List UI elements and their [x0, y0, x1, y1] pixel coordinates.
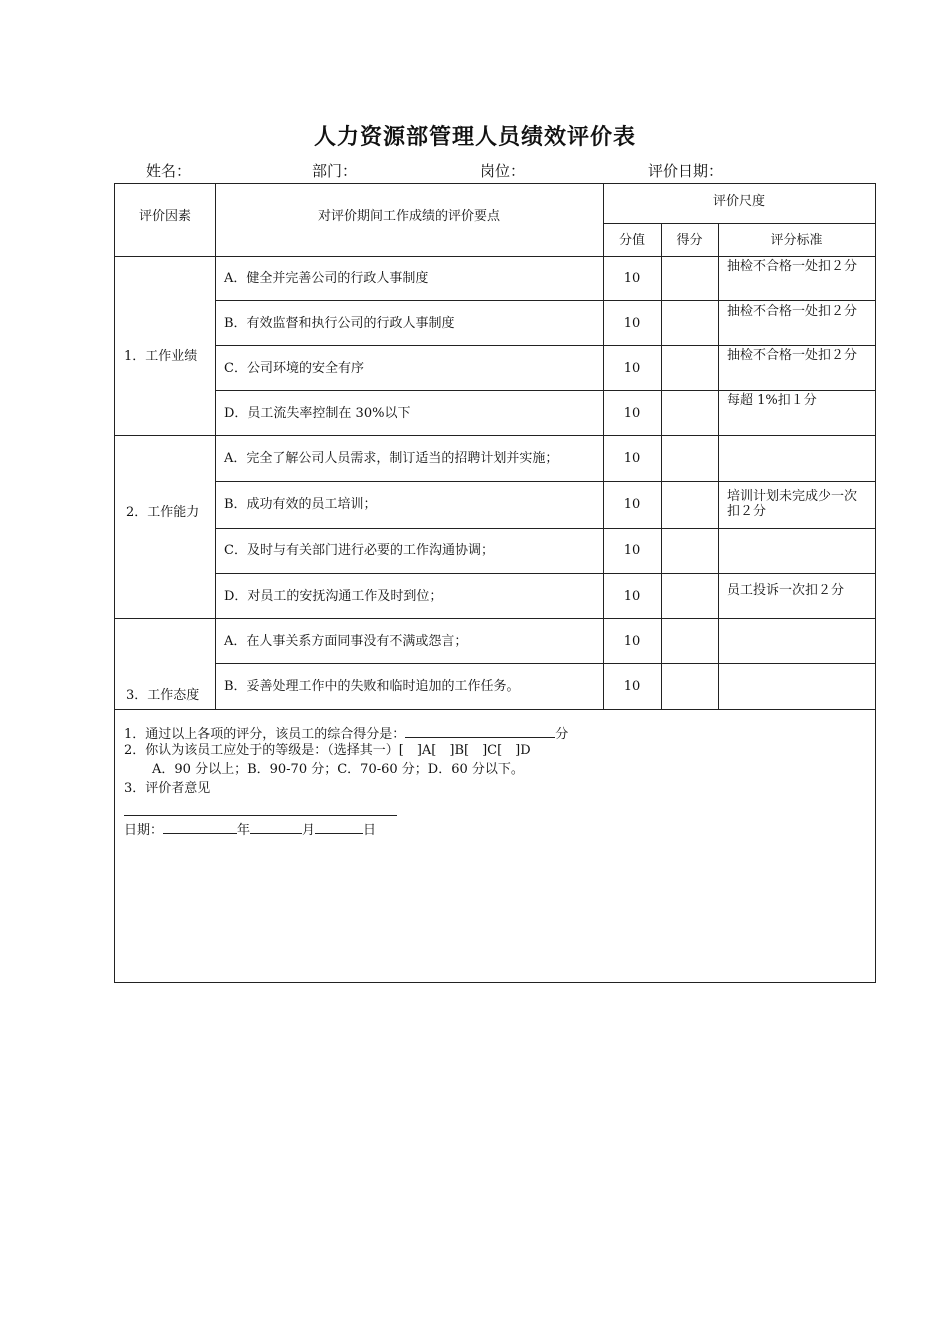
- divider: [115, 709, 875, 710]
- item-standard: 培训计划未完成少一次扣２分: [727, 489, 858, 519]
- header-factor: 评价因素: [138, 209, 191, 224]
- evaluator-opinion-blank[interactable]: [124, 815, 397, 816]
- date-label: 日期：: [124, 823, 164, 838]
- item-standard: 抽检不合格一处扣２分: [727, 348, 858, 363]
- day-blank[interactable]: [315, 820, 363, 834]
- item-text: D．员工流失率控制在 30%以下: [224, 406, 411, 421]
- item-value: 10: [623, 497, 641, 512]
- divider: [115, 618, 875, 619]
- grade-legend-line: A．90 分以上；B．90-70 分；C．70-60 分；D．60 分以下。: [152, 762, 524, 777]
- factor-ability: 2．工作能力: [126, 505, 200, 520]
- divider: [215, 184, 216, 709]
- divider: [215, 573, 875, 574]
- divider: [215, 390, 875, 391]
- divider: [718, 223, 719, 709]
- header-scale: 评价尺度: [712, 194, 765, 209]
- month-blank[interactable]: [250, 820, 302, 834]
- item-value: 10: [623, 451, 641, 466]
- divider: [215, 663, 875, 664]
- divider: [603, 184, 604, 709]
- total-score-blank[interactable]: [405, 724, 555, 738]
- item-value: 10: [623, 543, 641, 558]
- item-text: B．妥善处理工作中的失败和临时追加的工作任务。: [224, 679, 520, 694]
- divider: [661, 223, 662, 709]
- total-score-unit: 分: [555, 727, 569, 742]
- grade-selection-line: 2．你认为该员工应处于的等级是：（选择其一）[ ]A[ ]B[ ]C[ ]D: [124, 743, 531, 758]
- divider: [115, 256, 875, 257]
- item-text: A．在人事关系方面同事没有不满或怨言；: [224, 634, 468, 649]
- signature-date-line: [124, 820, 376, 838]
- factor-performance: 1．工作业绩: [124, 349, 198, 364]
- item-text: D．对员工的安抚沟通工作及时到位；: [224, 589, 443, 604]
- item-standard: 抽检不合格一处扣２分: [727, 259, 858, 274]
- header-score: 得分: [676, 233, 703, 248]
- item-text: B．有效监督和执行公司的行政人事制度: [224, 316, 455, 331]
- item-text: C．公司环境的安全有序: [224, 361, 364, 376]
- header-standard: 评分标准: [770, 233, 823, 248]
- item-value: 10: [623, 316, 641, 331]
- year-label: 年: [237, 823, 251, 838]
- divider: [215, 345, 875, 346]
- item-value: 10: [623, 634, 641, 649]
- position-label: 岗位：: [480, 162, 526, 180]
- header-points: 对评价期间工作成绩的评价要点: [317, 209, 500, 224]
- divider: [603, 223, 875, 224]
- factor-attitude: 3．工作态度: [126, 688, 200, 703]
- item-standard: 员工投诉一次扣２分: [727, 583, 845, 598]
- item-text: A．完全了解公司人员需求，制订适当的招聘计划并实施；: [224, 451, 559, 466]
- divider: [215, 300, 875, 301]
- item-text: C．及时与有关部门进行必要的工作沟通协调；: [224, 543, 494, 558]
- divider: [215, 481, 875, 482]
- total-score-line: [124, 724, 568, 742]
- day-label: 日: [363, 823, 377, 838]
- total-score-label: 1．通过以上各项的评分，该员工的综合得分是：: [124, 727, 406, 742]
- item-standard: 每超 1%扣１分: [727, 393, 817, 408]
- item-text: B．成功有效的员工培训；: [224, 497, 377, 512]
- year-blank[interactable]: [163, 820, 237, 834]
- evaluator-opinion-label: 3．评价者意见: [124, 781, 211, 796]
- evaluation-table: [114, 183, 876, 983]
- department-label: 部门：: [312, 162, 358, 180]
- item-value: 10: [623, 406, 641, 421]
- item-standard: 抽检不合格一处扣２分: [727, 304, 858, 319]
- item-value: 10: [623, 361, 641, 376]
- month-label: 月: [302, 823, 316, 838]
- evaluation-date-label: 评价日期：: [648, 162, 724, 180]
- item-text: A．健全并完善公司的行政人事制度: [224, 271, 429, 286]
- item-value: 10: [623, 589, 641, 604]
- page-title: 人力资源部管理人员绩效评价表: [313, 125, 636, 150]
- divider: [115, 435, 875, 436]
- divider: [215, 528, 875, 529]
- name-label: 姓名：: [146, 162, 192, 180]
- item-value: 10: [623, 271, 641, 286]
- item-value: 10: [623, 679, 641, 694]
- header-value: 分值: [618, 233, 645, 248]
